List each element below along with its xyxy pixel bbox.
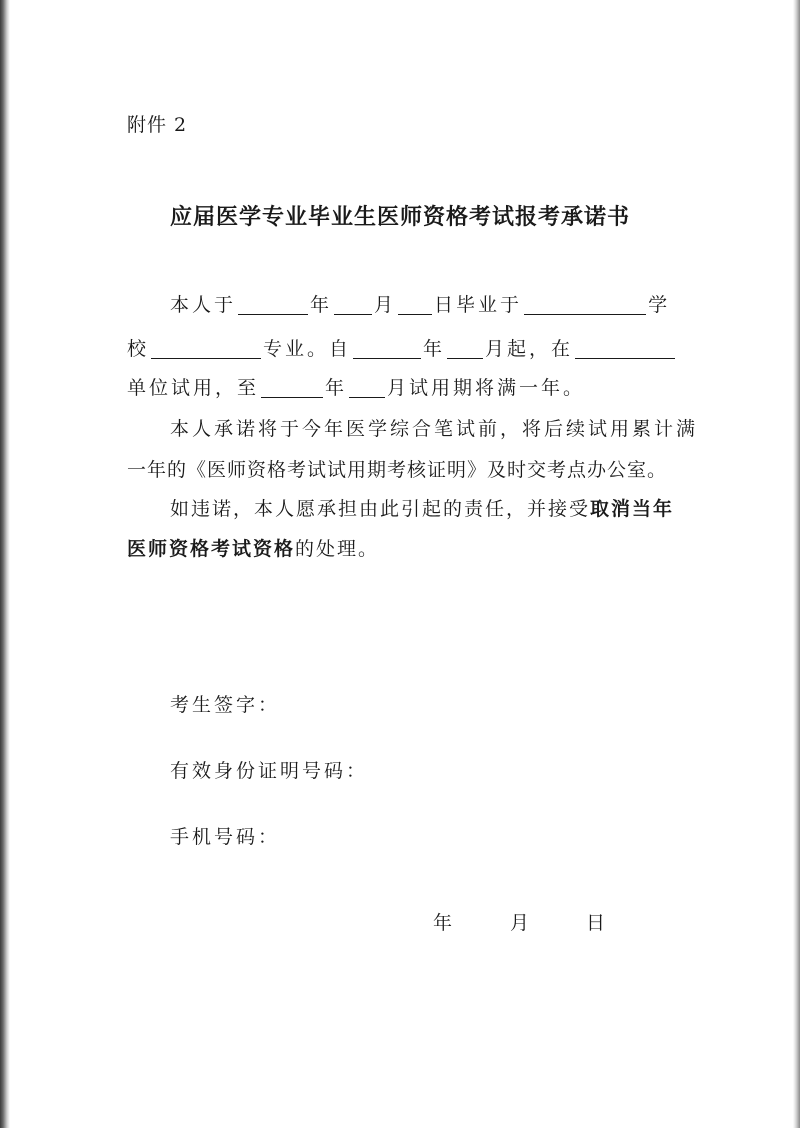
- blank-graduation-day[interactable]: [398, 294, 432, 315]
- blank-graduation-year[interactable]: [238, 294, 308, 315]
- blank-trial-start-year[interactable]: [353, 338, 421, 359]
- text-segment: 月: [374, 294, 397, 316]
- text-segment: 专业。自: [263, 338, 352, 360]
- paragraph-2-line-1: 本人承诺将于今年医学综合笔试前，将后续试用累计满: [170, 418, 699, 440]
- id-number-label: 有效身份证明号码：: [170, 760, 369, 782]
- text-segment: 如违诺，本人愿承担由此引起的责任，并接受: [170, 498, 591, 520]
- phone-number-label: 手机号码：: [170, 826, 281, 848]
- paragraph-2-line-2: 一年的《医师资格考试试用期考核证明》及时交考点办公室。: [127, 459, 668, 481]
- blank-major[interactable]: [151, 338, 261, 359]
- paragraph-1-line-1: [170, 290, 670, 317]
- blank-work-unit[interactable]: [575, 338, 675, 359]
- candidate-signature-label: 考生签字：: [170, 694, 281, 716]
- blank-trial-start-month[interactable]: [447, 338, 483, 359]
- scan-border-right: [793, 0, 800, 1128]
- date-day-label: 日: [586, 912, 606, 934]
- text-segment: 单位试用，至: [127, 377, 260, 399]
- paragraph-3-line-1: [170, 494, 674, 521]
- document-title: 应届医学专业毕业生医师资格考试报考承诺书: [169, 204, 630, 230]
- scan-border-left: [0, 0, 10, 1128]
- text-segment: 的处理。: [295, 538, 380, 560]
- blank-trial-end-year[interactable]: [261, 377, 323, 398]
- attachment-label: 附件 2: [127, 114, 188, 136]
- date-year-label: 年: [433, 912, 453, 934]
- blank-graduation-month[interactable]: [334, 294, 372, 315]
- text-segment: 月起，在: [485, 338, 574, 360]
- text-segment: 本人于: [170, 294, 237, 316]
- blank-trial-end-month[interactable]: [349, 377, 385, 398]
- emphasis-cancel-current-year: 取消当年: [590, 498, 675, 520]
- text-segment: 月试用期将满一年。: [387, 377, 586, 399]
- paragraph-1-line-2: [127, 334, 677, 361]
- text-segment: 年: [325, 377, 348, 399]
- date-month-label: 月: [510, 912, 530, 934]
- text-segment: 年: [423, 338, 446, 360]
- text-segment: 学: [648, 294, 671, 316]
- text-segment: 校: [127, 338, 150, 360]
- paragraph-1-line-3: [127, 373, 585, 400]
- text-segment: 年: [310, 294, 333, 316]
- text-segment: 日毕业于: [434, 294, 523, 316]
- blank-school-name[interactable]: [524, 294, 646, 315]
- paragraph-3-line-2: [127, 534, 379, 561]
- emphasis-exam-qualification: 医师资格考试资格: [127, 538, 296, 560]
